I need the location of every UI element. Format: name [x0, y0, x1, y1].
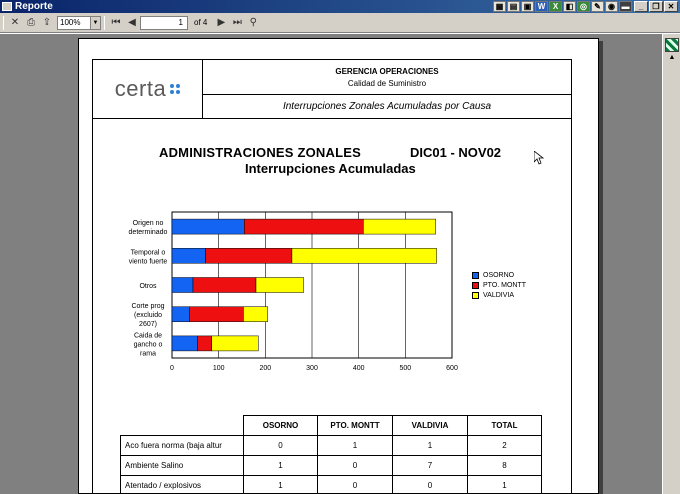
row-label: Aco fuera norma (baja altur: [121, 436, 244, 456]
close-report-icon[interactable]: ✕: [10, 17, 20, 28]
media-icon[interactable]: ◉: [605, 1, 618, 12]
page-shadow: [599, 41, 603, 494]
cell: 1: [468, 476, 542, 494]
category-label: (excluido: [133, 312, 163, 320]
table-row: [121, 476, 542, 494]
notepad-icon[interactable]: ▤: [507, 1, 520, 12]
category-label: 2607): [139, 321, 157, 329]
scrollbar-thumb[interactable]: [665, 38, 679, 52]
report-subtitle: Interrupciones Zonales Acumuladas por Causa: [282, 101, 492, 112]
last-page-icon[interactable]: ⏭: [232, 17, 242, 28]
row-label: Ambiente Salino: [121, 456, 244, 476]
data-table: [120, 415, 542, 494]
col-header-osorno: OSORNO: [244, 416, 318, 436]
category-label: Temporal o: [130, 249, 166, 257]
table-header-row: [121, 416, 542, 436]
export-icon[interactable]: ⇪: [42, 17, 52, 28]
cell: 0: [318, 456, 393, 476]
legend-label: VALDIVIA: [483, 291, 514, 299]
legend-swatch: [472, 272, 479, 279]
col-header-pto-montt: PTO. MONTT: [318, 416, 393, 436]
dept-line: Calidad de Suministro: [347, 78, 427, 88]
cell: 8: [468, 456, 542, 476]
legend-item: [472, 280, 526, 290]
chevron-down-icon[interactable]: ▼: [90, 17, 100, 29]
excel-icon[interactable]: X: [549, 1, 562, 12]
toolbar-separator: [3, 16, 4, 30]
zoom-select[interactable]: [57, 16, 101, 30]
windows-icon[interactable]: ▦: [493, 1, 506, 12]
category-label: Caida de: [133, 332, 163, 340]
logo-text: certa: [114, 76, 167, 101]
table-row: [121, 456, 542, 476]
cell: 0: [393, 476, 468, 494]
legend-item: [472, 290, 526, 300]
legend-item: [472, 270, 526, 280]
zoom-value: 100%: [60, 18, 81, 27]
x-tick-label: 0: [170, 365, 174, 372]
table-row: [121, 436, 542, 456]
app-icon: [2, 2, 12, 11]
restore-button[interactable]: ❐: [649, 1, 663, 12]
category-label: Origen no: [132, 220, 164, 228]
x-tick-label: 500: [399, 365, 412, 372]
report-title-left: ADMINISTRACIONES ZONALES: [159, 145, 361, 160]
picture-icon[interactable]: ▣: [521, 1, 534, 12]
x-tick-label: 200: [259, 365, 272, 372]
report-toolbar: [0, 13, 680, 33]
scroll-up-arrow-icon[interactable]: ▲: [668, 54, 676, 61]
cell: 1: [244, 476, 318, 494]
close-button[interactable]: ✕: [664, 1, 678, 12]
page-number-input[interactable]: 1: [140, 16, 188, 30]
x-tick-label: 100: [212, 365, 225, 372]
legend-swatch: [472, 292, 479, 299]
first-page-icon[interactable]: ⏮: [111, 17, 121, 28]
toolbar-separator: [104, 16, 105, 30]
window-titlebar: [0, 0, 680, 13]
x-tick-label: 400: [352, 365, 365, 372]
chart-legend: [472, 270, 526, 300]
cell: 1: [393, 436, 468, 456]
cell: 7: [393, 456, 468, 476]
monitor-icon[interactable]: ▬: [619, 1, 632, 12]
page-count-label: of 4: [194, 18, 208, 27]
mouse-cursor-icon: [534, 151, 544, 165]
category-label: gancho o: [133, 341, 163, 349]
vertical-scrollbar[interactable]: [662, 34, 680, 494]
category-label: viento fuerte: [128, 258, 168, 266]
report-title-period: DIC01 - NOV02: [410, 145, 502, 160]
cell: 0: [244, 436, 318, 456]
x-tick-label: 300: [306, 365, 318, 372]
col-header-total: TOTAL: [468, 416, 542, 436]
logo-dots-icon: [170, 84, 180, 94]
header-title-cell: [203, 60, 571, 95]
taskbar-app-icons: [493, 0, 632, 13]
legend-label: OSORNO: [483, 271, 515, 279]
prev-page-icon[interactable]: ◀: [128, 17, 136, 28]
report-title-2: Interrupciones Acumuladas: [245, 161, 416, 176]
print-icon[interactable]: ⎙: [27, 17, 35, 28]
category-label: Otros: [139, 283, 157, 290]
company-line: GERENCIA OPERACIONES: [335, 66, 439, 76]
cell: 2: [468, 436, 542, 456]
col-header-valdivia: VALDIVIA: [393, 416, 468, 436]
word-icon[interactable]: W: [535, 1, 548, 12]
cell: 1: [318, 436, 393, 456]
cell: 0: [318, 476, 393, 494]
minimize-button[interactable]: _: [634, 1, 648, 12]
row-label: Atentado / explosivos: [121, 476, 244, 494]
binoculars-search-icon[interactable]: ⚲: [249, 17, 257, 28]
access-icon[interactable]: ◎: [577, 1, 590, 12]
window-title: Reporte: [15, 1, 53, 12]
paint-icon[interactable]: ✎: [591, 1, 604, 12]
legend-swatch: [472, 282, 479, 289]
category-label: rama: [140, 350, 156, 358]
company-logo: [93, 60, 203, 118]
cell: 1: [244, 456, 318, 476]
next-page-icon[interactable]: ▶: [217, 17, 226, 28]
legend-label: PTO. MONTT: [483, 281, 527, 289]
x-tick-label: 600: [446, 365, 458, 372]
window-controls: [634, 1, 678, 12]
category-label: determinado: [128, 229, 168, 237]
report-header: [92, 59, 572, 119]
category-label: Corte prog: [131, 303, 165, 311]
table-corner: [121, 416, 244, 436]
powerpoint-icon[interactable]: ◧: [563, 1, 576, 12]
